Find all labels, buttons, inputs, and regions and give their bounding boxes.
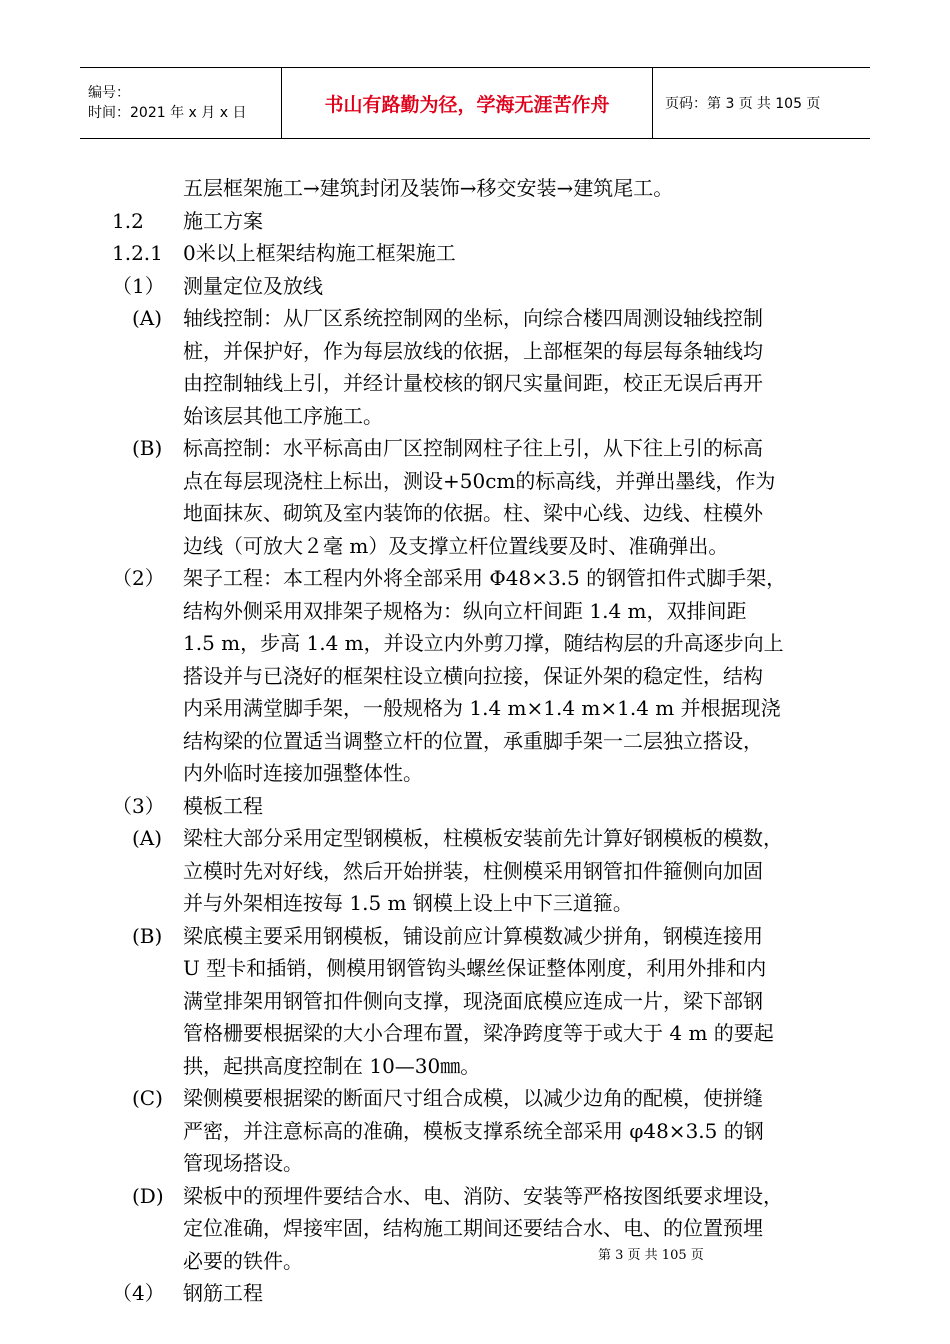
line-text: 内采用满堂脚手架，一般规格为 1.4 m×1.4 m×1.4 m 并根据现浇 [183, 696, 781, 720]
header-page-info [653, 68, 870, 138]
document-code-label: 编号： [88, 85, 130, 101]
text-line [0, 1212, 950, 1245]
line-text: 边线（可放大２毫 m）及支撑立杆位置线要及时、准确弹出。 [183, 533, 729, 558]
line-text: 0米以上框架结构施工框架施工 [183, 241, 456, 265]
line-number: （4） [112, 1281, 165, 1305]
text-line [0, 660, 950, 693]
line-text: 内外临时连接加强整体性。 [183, 761, 423, 785]
text-line [0, 725, 950, 758]
text-line [0, 692, 950, 725]
text-line [0, 595, 950, 628]
line-text: 轴线控制：从厂区系统控制网的坐标，向综合楼四周测设轴线控制 [183, 306, 763, 330]
line-text: 钢筋工程 [183, 1281, 263, 1305]
line-text: 梁柱大部分采用定型钢模板，柱模板安装前先计算好钢模板的模数， [183, 826, 783, 850]
line-text: 结构外侧采用双排架子规格为：纵向立杆间距 1.4 m，双排间距 [183, 598, 747, 623]
document-date-label: 时间：2021 年 x 月 x 日 [88, 105, 247, 121]
text-line [0, 920, 950, 953]
line-text: 梁板中的预埋件要结合水、电、消防、安装等严格按图纸要求埋设， [183, 1183, 783, 1208]
line-number: （3） [112, 793, 165, 818]
line-text: 搭设并与已浇好的框架柱设立横向拉接，保证外架的稳定性，结构 [183, 663, 763, 688]
text-line [0, 1050, 950, 1083]
line-text: 管现场搭设。 [183, 1151, 303, 1175]
text-line [0, 627, 950, 660]
line-number: （2） [112, 566, 165, 590]
text-line [0, 367, 950, 400]
line-number: （1） [112, 273, 165, 298]
text-line [0, 562, 950, 595]
line-text: 测量定位及放线 [183, 273, 323, 298]
line-number: (A) [132, 306, 163, 330]
text-line [0, 237, 950, 270]
text-line [0, 757, 950, 790]
document-body [0, 172, 950, 1310]
text-line [0, 465, 950, 498]
text-line [0, 172, 950, 205]
line-number: (B) [132, 923, 163, 948]
text-line [0, 302, 950, 335]
header-page-total: 共 105 页 [756, 96, 821, 112]
text-line [0, 432, 950, 465]
text-line [0, 952, 950, 985]
line-number: 1.2.1 [112, 241, 163, 265]
text-line [0, 497, 950, 530]
text-line [0, 822, 950, 855]
text-line [0, 855, 950, 888]
header-page-number: 页码：第 3 页 [665, 96, 753, 112]
line-text: 并与外架相连按每 1.5 m 钢模上设上中下三道箍。 [183, 891, 633, 915]
text-line [0, 985, 950, 1018]
header-motto: 书山有路勤为径，学海无涯苦作舟 [281, 68, 653, 138]
line-text: 满堂排架用钢管扣件侧向支撑，现浇面底模应连成一片，梁下部钢 [183, 988, 763, 1013]
text-line [0, 1115, 950, 1148]
line-text: U 型卡和插销，侧模用钢管钩头螺丝保证整体刚度，利用外排和内 [183, 956, 767, 980]
line-number: 1.2 [112, 208, 144, 233]
text-line [0, 1245, 950, 1278]
header-meta [80, 68, 281, 138]
text-line [0, 335, 950, 368]
line-text: 五层框架施工→建筑封闭及装饰→移交安装→建筑尾工。 [183, 176, 674, 200]
line-text: 定位准确，焊接牢固，结构施工期间还要结合水、电、的位置预埋 [183, 1216, 763, 1240]
line-number: (A) [132, 826, 163, 850]
text-line [0, 270, 950, 303]
text-line [0, 205, 950, 238]
text-line [0, 790, 950, 823]
line-number: (B) [132, 436, 163, 460]
text-line [0, 400, 950, 433]
text-line [0, 1277, 950, 1310]
line-number: (C) [132, 1086, 163, 1110]
text-line [0, 1180, 950, 1213]
line-text: 严密，并注意标高的准确，模板支撑系统全部采用 φ48×3.5 的钢 [183, 1118, 764, 1143]
line-text: 由控制轴线上引，并经计量校核的钢尺实量间距，校正无误后再开 [183, 371, 763, 395]
text-line [0, 887, 950, 920]
line-text: 立模时先对好线，然后开始拼装，柱侧模采用钢管扣件箍侧向加固 [183, 858, 763, 883]
line-number: (D) [132, 1183, 164, 1208]
text-line [0, 530, 950, 563]
text-line [0, 1017, 950, 1050]
line-text: 管格栅要根据梁的大小合理布置，梁净跨度等于或大于 4 m 的要起 [183, 1021, 774, 1045]
text-line [0, 1147, 950, 1180]
line-text: 拱，起拱高度控制在 10—30㎜。 [183, 1053, 481, 1078]
text-line [0, 1082, 950, 1115]
line-text: 始该层其他工序施工。 [183, 403, 383, 428]
line-text: 桩，并保护好，作为每层放线的依据，上部框架的每层每条轴线均 [183, 338, 763, 363]
line-text: 标高控制：水平标高由厂区控制网柱子往上引，从下往上引的标高 [183, 436, 763, 460]
line-text: 1.5 m，步高 1.4 m，并设立内外剪刀撑，随结构层的升高逐步向上 [183, 631, 784, 655]
line-text: 架子工程：本工程内外将全部采用 Φ48×3.5 的钢管扣件式脚手架， [183, 566, 787, 590]
line-text: 梁侧模要根据梁的断面尺寸组合成模，以减少边角的配模，使拼缝 [183, 1086, 763, 1110]
line-text: 地面抹灰、砌筑及室内装饰的依据。柱、梁中心线、边线、柱模外 [183, 501, 763, 525]
page-footer: 第 3 页 共 105 页 [598, 1248, 704, 1263]
line-text: 必要的铁件。 [183, 1248, 303, 1273]
line-text: 点在每层现浇柱上标出，测设+50cm的标高线，并弹出墨线，作为 [183, 468, 776, 493]
line-text: 梁底模主要采用钢模板，铺设前应计算模数减少拼角，钢模连接用 [183, 923, 763, 948]
page-header [80, 67, 870, 139]
line-text: 模板工程 [183, 793, 263, 818]
line-text: 施工方案 [183, 208, 263, 233]
line-text: 结构梁的位置适当调整立杆的位置，承重脚手架一二层独立搭设， [183, 728, 763, 753]
